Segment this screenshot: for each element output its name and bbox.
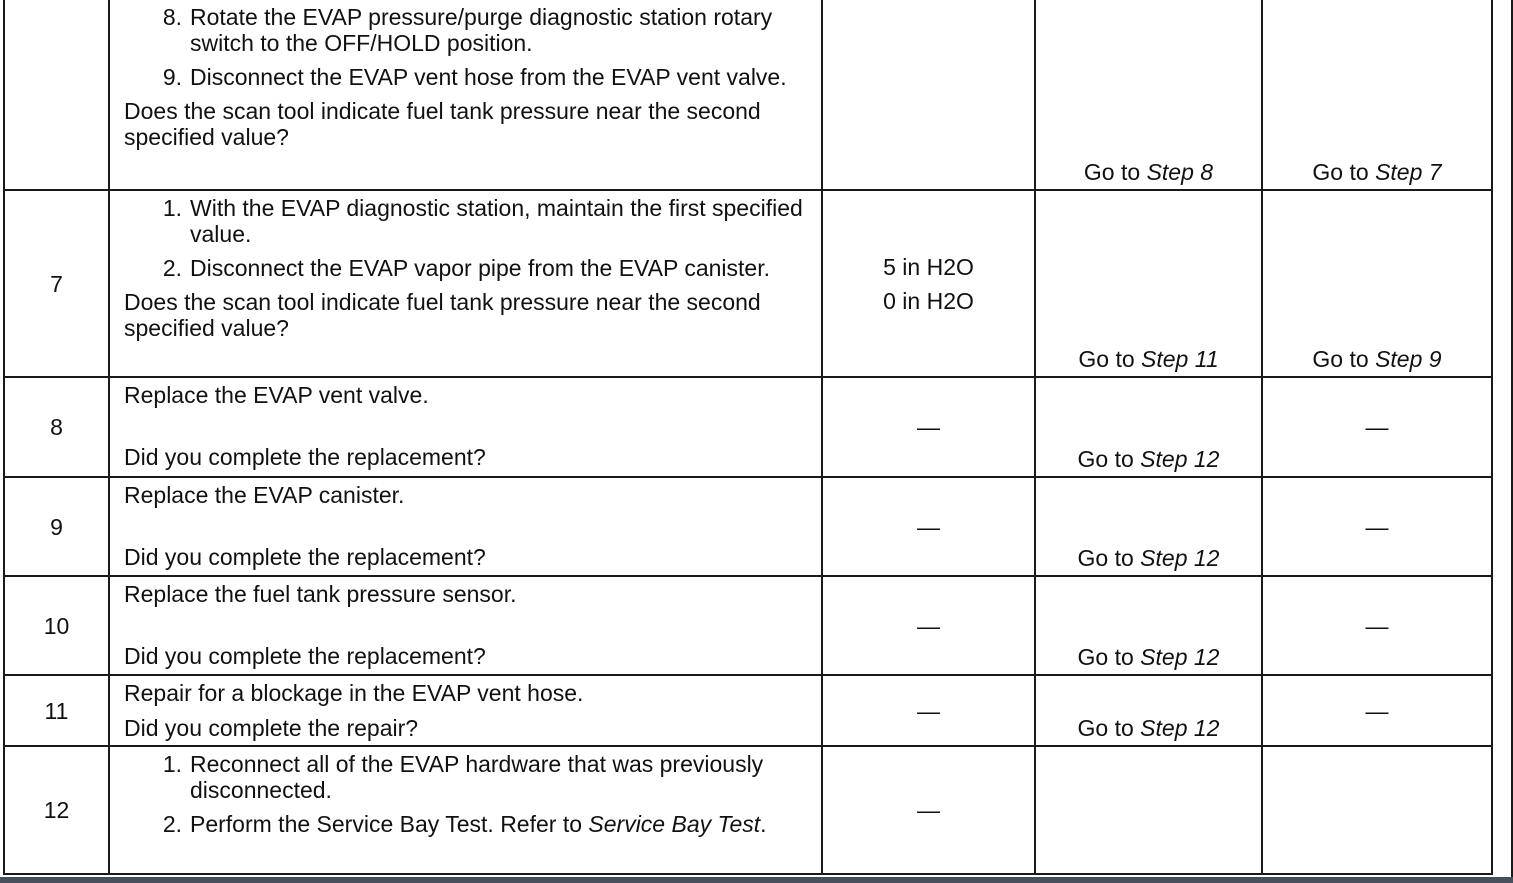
table-row [4,746,1492,874]
diagnostic-steps-table [3,0,1493,875]
value-cell [822,576,1035,675]
list-item: 8. Rotate the EVAP pressure/purge diagnostic station rotary switch to the OFF/HOLD position. [162,4,773,56]
list-item: 9. Disconnect the EVAP vent hose from the EVAP vent valve. [162,64,787,90]
step-number-cell: 11 [4,675,109,746]
goto-yes: Go to Step 12 [1077,446,1220,472]
goto-yes: Go to Step 12 [1077,715,1220,741]
step-number-cell: 7 [4,190,109,377]
dash-value: — [1365,414,1389,440]
yes-cell [1035,675,1262,746]
value-cell [822,190,1035,377]
list-item: 1. With the EVAP diagnostic station, maintain the first specified value. [162,195,803,247]
yes-cell [1035,377,1262,477]
specified-value: 5 in H2O [883,253,974,280]
yes-cell [1035,190,1262,377]
action-cell [109,746,822,874]
question-text: Does the scan tool indicate fuel tank pressure near the second specified value? [124,98,761,150]
list-item: 1. Reconnect all of the EVAP hardware that was previously disconnected. [162,751,764,803]
table-row [4,576,1492,675]
table-row [4,0,1492,190]
goto-no: Go to Step 7 [1312,159,1442,185]
question-text: Did you complete the replacement? [124,444,486,470]
instruction-text: Repair for a blockage in the EVAP vent hose. [124,680,584,706]
dash-value: — [1365,697,1389,724]
reference-link-text: Service Bay Test [588,811,761,837]
action-cell [109,0,822,190]
yes-cell [1035,746,1262,874]
table-row [4,477,1492,576]
goto-yes: Go to Step 12 [1077,644,1220,670]
yes-cell [1035,576,1262,675]
dash-value: — [917,612,940,639]
no-cell [1262,746,1492,874]
dash-value: — [1365,513,1389,540]
value-cell [822,477,1035,576]
question-text: Did you complete the replacement? [124,544,486,570]
action-cell [109,675,822,746]
viewer-bottom-bar [0,877,1513,883]
step-number-cell: 10 [4,576,109,675]
dash-value: — [1365,612,1389,639]
value-cell [822,675,1035,746]
step-number-cell [4,0,109,190]
list-item: 2. Disconnect the EVAP vapor pipe from the EVAP canister. [162,255,770,281]
goto-no: Go to Step 9 [1312,346,1442,372]
no-cell [1262,377,1492,477]
no-cell [1262,477,1492,576]
goto-yes: Go to Step 11 [1078,346,1219,372]
step-number-cell: 12 [4,746,109,874]
value-cell [822,377,1035,477]
action-cell [109,377,822,477]
table-row [4,190,1492,377]
dash-value: — [917,797,940,823]
table-row [4,377,1492,477]
yes-cell [1035,0,1262,190]
no-cell [1262,190,1492,377]
step-number-cell: 9 [4,477,109,576]
step-number-cell: 8 [4,377,109,477]
question-text: Did you complete the replacement? [124,643,486,669]
no-cell [1262,675,1492,746]
instruction-text: Replace the fuel tank pressure sensor. [124,581,517,607]
specified-value: 0 in H2O [883,287,974,314]
action-cell [109,477,822,576]
action-cell [109,190,822,377]
yes-cell [1035,477,1262,576]
question-text: Does the scan tool indicate fuel tank pressure near the second specified value? [124,289,761,341]
question-text: Did you complete the repair? [124,715,419,741]
goto-yes: Go to Step 8 [1083,159,1214,185]
no-cell [1262,576,1492,675]
no-cell [1262,0,1492,190]
instruction-text: Replace the EVAP vent valve. [124,382,429,408]
table-row [4,675,1492,746]
value-cell [822,0,1035,190]
value-cell [822,746,1035,874]
goto-yes: Go to Step 12 [1077,545,1220,571]
action-cell [109,576,822,675]
dash-value: — [917,414,940,440]
dash-value: — [917,697,940,724]
list-item: 2. Perform the Service Bay Test. Refer to Service Bay Test. [162,811,767,837]
instruction-text: Replace the EVAP canister. [124,482,405,508]
dash-value: — [917,513,940,540]
